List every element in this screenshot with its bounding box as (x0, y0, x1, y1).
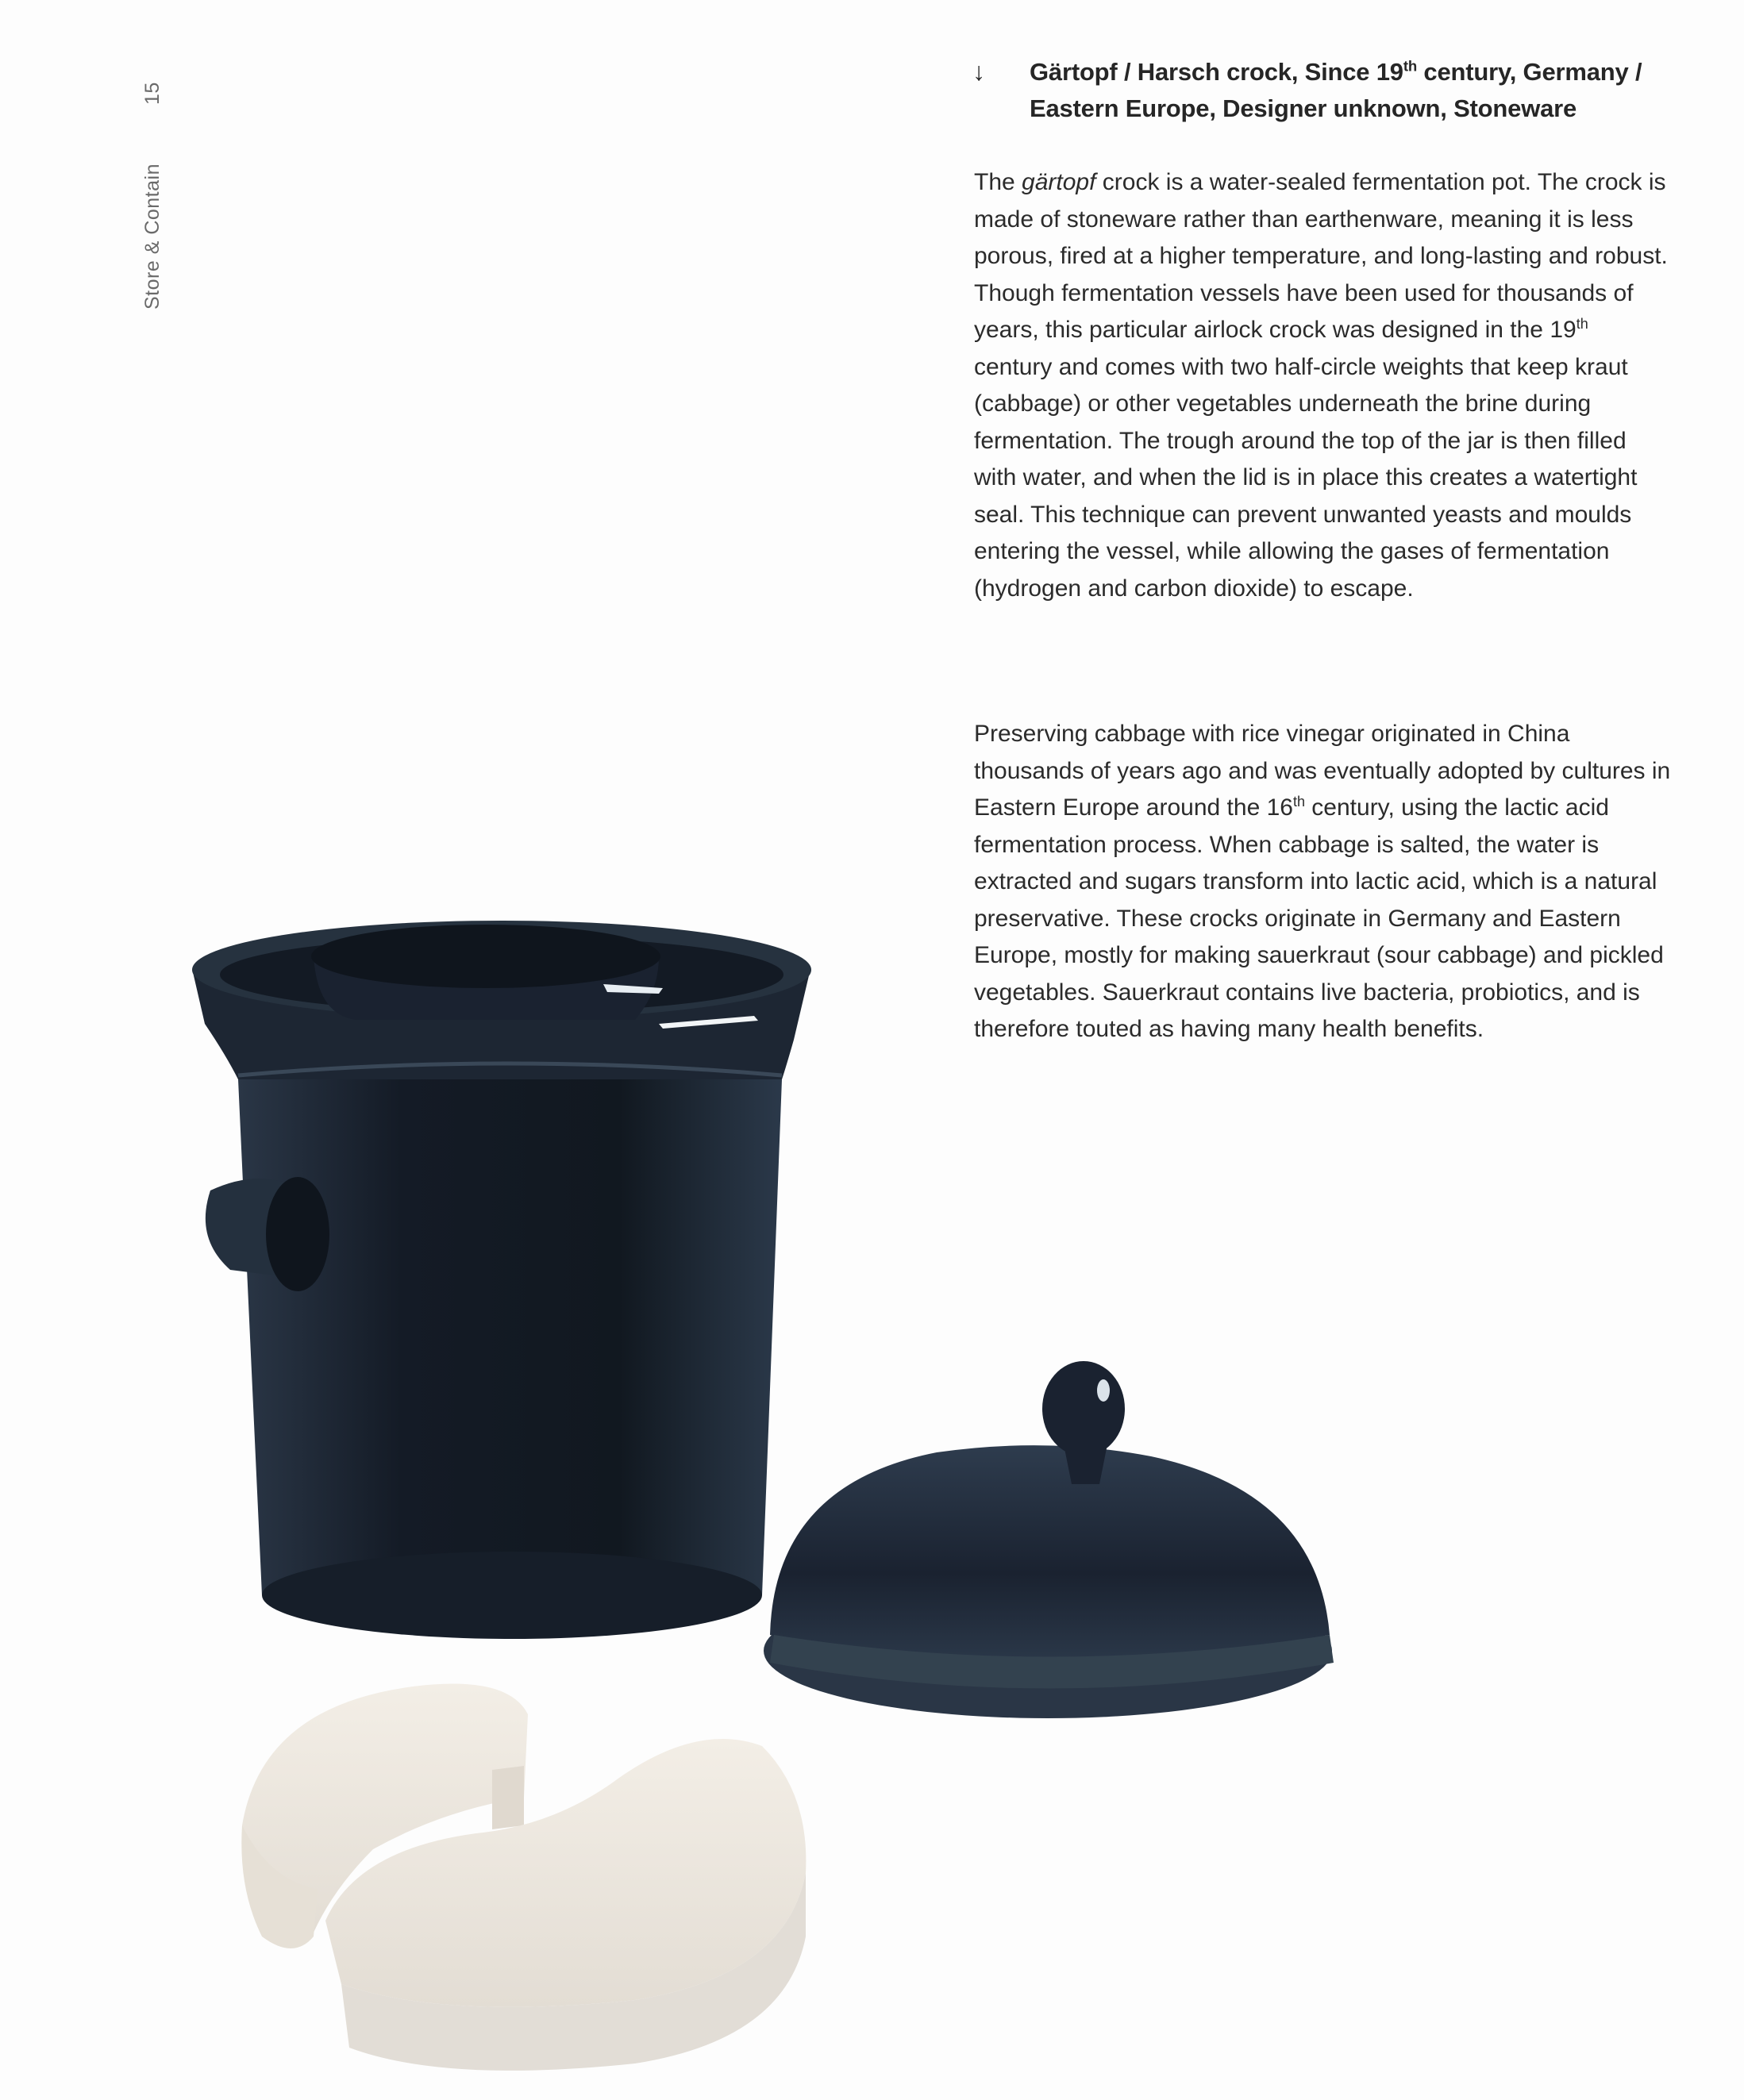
caption-title (1030, 54, 1704, 127)
running-head (141, 56, 181, 310)
body-paragraph-1 (974, 164, 1673, 607)
superscript: th (1403, 57, 1418, 75)
text: Preserving cabbage with rice vinegar originated in China thousands of years ago and was eventually adopted by cultures in Eastern Europe around the 16 (974, 721, 1671, 821)
page-number: 15 (141, 82, 164, 105)
arrow-down-icon: ↓ (972, 57, 985, 86)
text: century, using the lactic acid fermentation process. When cabbage is salted, the water is extracted and sugars transform into lactic acid, which is a natural preservative. These crocks originate in Germany and Eastern Europe, mostly for making sauerkraut (sour cabbage) and pickled vegetables. Sauerkraut contains live bacteria, probiotics, and is therefore touted as having many health benefits. (974, 794, 1664, 1042)
crock-lid (764, 1361, 1334, 1718)
caption-title-text: century, Germany / Eastern Europe, Designer unknown, Stoneware (1030, 58, 1642, 122)
crock-weights (241, 1684, 806, 2071)
body-paragraph-2 (974, 716, 1673, 1048)
superscript: th (1576, 316, 1588, 332)
italic-term: gärtopf (1022, 169, 1096, 195)
superscript: th (1292, 794, 1305, 810)
text: crock is a water-sealed fermentation pot. The crock is made of stoneware rather than earthenware, meaning it is less porous, fired at a higher temperature, and long-lasting and robust. Though fermentation vessels have been used for thousands of years, this particular airlock crock was designed in the 19 (974, 169, 1668, 343)
caption-title-text: Gärtopf / Harsch crock, Since 19 (1030, 58, 1403, 86)
section-title: Store & Contain (141, 163, 164, 310)
crock-jar (192, 921, 811, 1639)
text: The (974, 169, 1022, 195)
text: century and comes with two half-circle weights that keep kraut (cabbage) or other vegetables underneath the brine during fermentation. The trough around the top of the jar is then filled with water, and when the lid is in place this creates a watertight seal. This technique can prevent unwanted yeasts and moulds entering the vessel, while allowing the gases of fermentation (hydrogen and carbon dioxide) to escape. (974, 353, 1638, 602)
